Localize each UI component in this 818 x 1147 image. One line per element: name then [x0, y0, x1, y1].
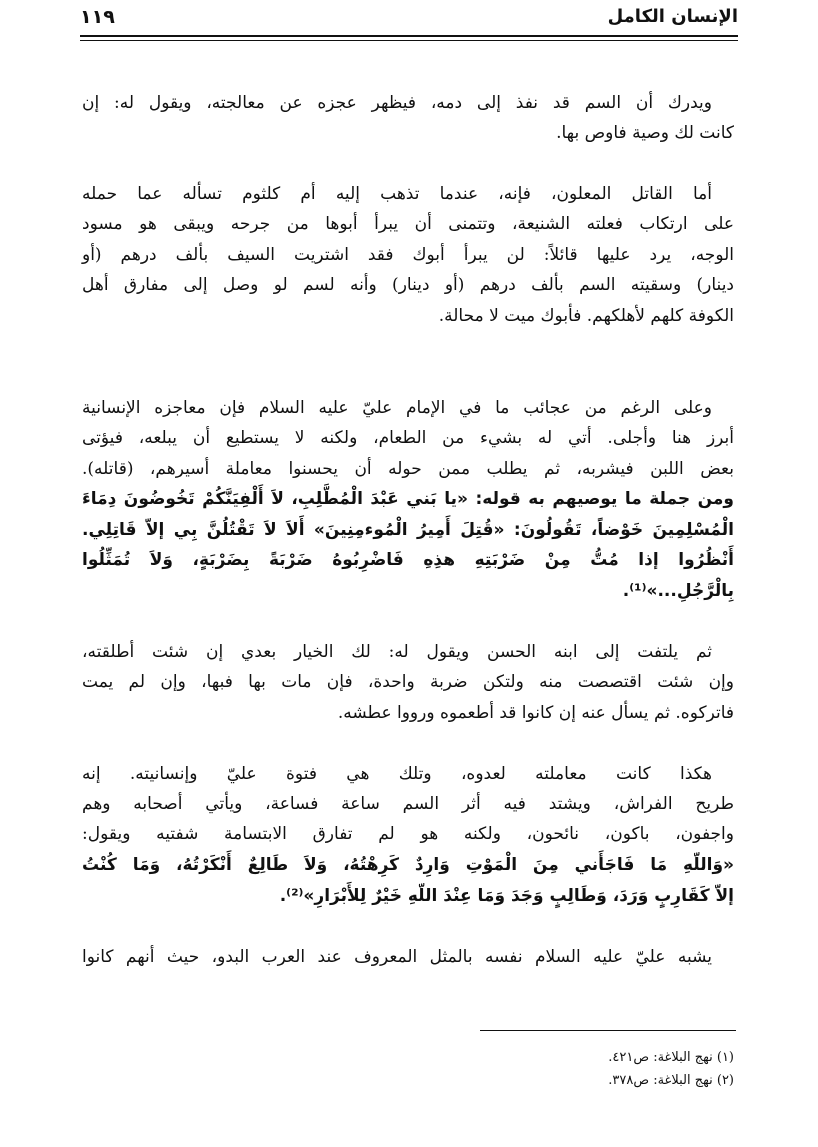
- quote-line: الْمُسْلِمِينَ خَوْضاً، تَقُولُونَ: «قُتِلَ أَمِيرُ الْمُوءمِنِينَ» أَلاَ لاَ تَقْتُلُنَّ بِي إلاّ قَاتِلِي.: [82, 520, 734, 540]
- text-line: طريح الفراش، ويشتد فيه أثر السم ساعة فساعة، ويأتي أصحابه وهم: [82, 794, 734, 814]
- text-line: على ارتكاب فعلته الشنيعة، وتتمنى أن يبرأ أبوها من جرحه ويبقى هو مسود: [82, 214, 734, 234]
- book-title: الإنسان الكامل: [607, 6, 738, 27]
- quote-line: إلاّ كَقَارِبٍ وَرَدَ، وَطَالِبٍ وَجَدَ وَمَا عِنْدَ اللّهِ خَيْرٌ لِلأَبْرَارِ»⁽²⁾.: [279, 886, 734, 906]
- quote-line: أَنْظُرُوا إذا مُتُّ مِنْ ضَرْبَتِهِ هذِهِ فَاضْرِبُوهُ ضَرْبَةً بِضَرْبَةٍ، وَلاَ تُمَثِّلُوا: [82, 550, 734, 570]
- text-line: واجفون، باكون، نائحون، ولكنه هو لم تفارق الابتسامة شفتيه ويقول:: [82, 824, 734, 844]
- text-line: دينار) وسقيته السم بألف درهم (أو دينار) وأنه لسم لو وصل إلى مفارق أهل: [82, 275, 734, 295]
- text-line: بعض اللبن فيشربه، ثم يطلب ممن حوله أن يحسنوا معاملة أسيرهم، (قاتله).: [82, 459, 734, 479]
- header-rule: [80, 35, 738, 41]
- footnote-2: (٢) نهج البلاغة: ص٣٧٨.: [608, 1073, 734, 1088]
- text-line: كانت لك وصية فاوص بها.: [556, 123, 734, 143]
- footnote-separator: [480, 1030, 736, 1031]
- text-line: يشبه عليّ عليه السلام نفسه بالمثل المعروف عند العرب البدو، حيث أنهم كانوا: [82, 947, 712, 967]
- footnote-1: (١) نهج البلاغة: ص٤٢١.: [608, 1050, 734, 1065]
- text-line: وعلى الرغم من عجائب ما في الإمام عليّ عليه السلام فإن معاجزه الإنسانية: [82, 398, 712, 418]
- text-line: وإن شئت اقتصصت منه ولتكن ضربة واحدة، فإن مات بها فبها، وإن لم يمت: [82, 672, 734, 692]
- quote-line: ومن جملة ما يوصيهم به قوله: «يا بَني عَبْدَ الْمُطَّلِبِ، لاَ أَلْفِيَنَّكُمْ تَخُوضُونَ دِمَاءَ: [82, 489, 734, 509]
- text-line: أبرز هنا وأجلى. أتي له بشيء من الطعام، ولكنه لا يستطيع أن يبلعه، فيؤتى: [82, 428, 734, 448]
- text-line: هكذا كانت معاملته لعدوه، وتلك هي فتوة عليّ وإنسانيته. إنه: [82, 764, 712, 784]
- text-line: أما القاتل المعلون، فإنه، عندما تذهب إليه أم كلثوم تسأله عما حمله: [82, 184, 712, 204]
- text-line: الوجه، يرد عليها قائلاً: لن يبرأ أبوك فقد اشتريت السيف بألف درهم (أو: [82, 245, 734, 265]
- text-line: ويدرك أن السم قد نفذ إلى دمه، فيظهر عجزه عن معالجته، ويقول له: إن: [82, 93, 712, 113]
- quote-line: بِالْرَّجُلِ...»⁽¹⁾.: [622, 581, 734, 601]
- text-line: الكوفة كلهم لأهلكهم. فأبوك ميت لا محالة.: [438, 306, 734, 326]
- text-line: ثم يلتفت إلى ابنه الحسن ويقول له: لك الخيار بعدي إن شئت أطلقته،: [82, 642, 712, 662]
- quote-line: «وَاللّهِ مَا فَاجَأَني مِنَ الْمَوْتِ وَارِدٌ كَرِهْتُهُ، وَلاَ طَالِعٌ أَنْكَرْتُهُ، وَمَا كُنْتُ: [82, 855, 734, 875]
- running-header: [80, 6, 738, 32]
- page-number: ١١٩: [80, 6, 115, 28]
- text-line: فاتركوه. ثم يسأل عنه إن كانوا قد أطعموه ورووا عطشه.: [337, 703, 734, 723]
